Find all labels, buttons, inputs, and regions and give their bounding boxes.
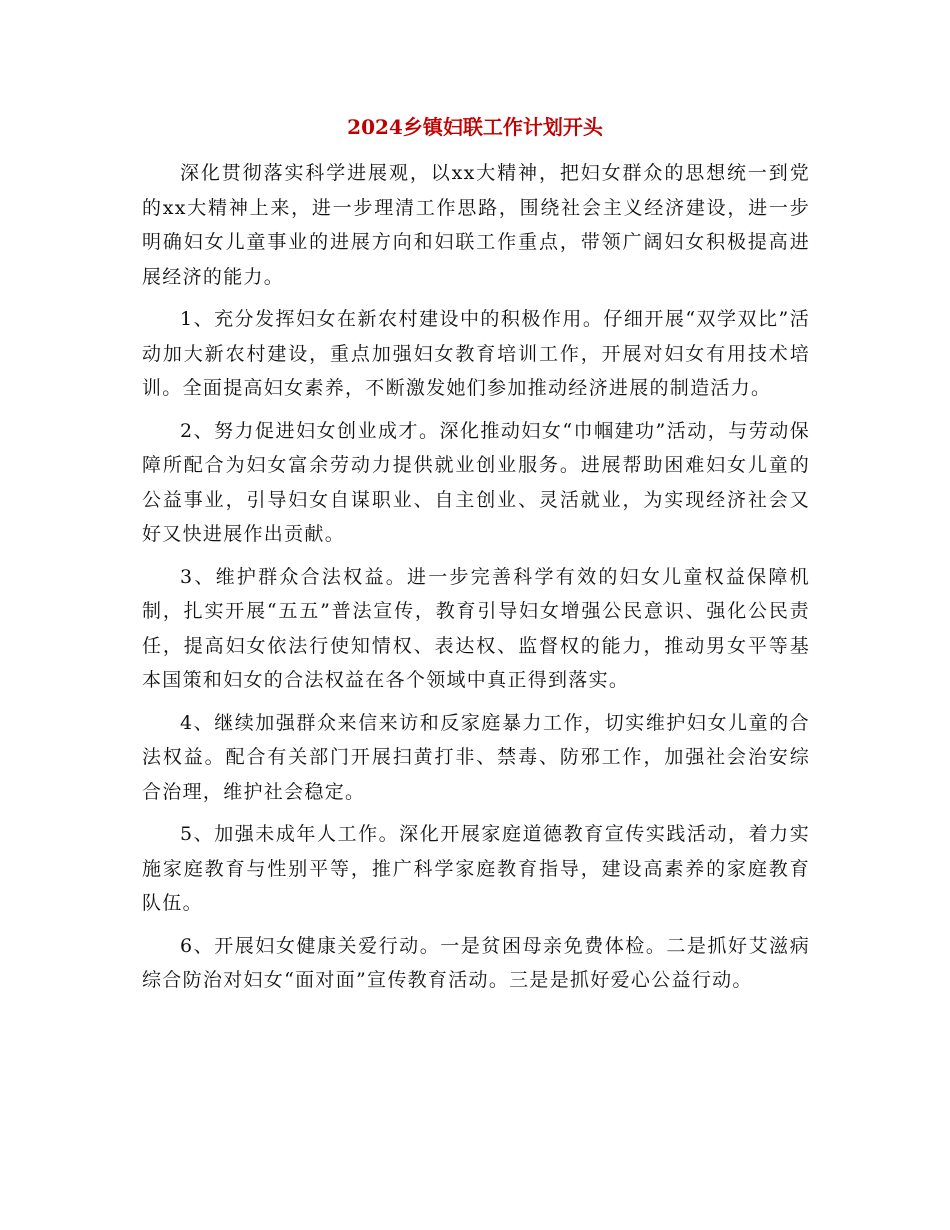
item-paragraph-5: 5、加强未成年人工作。深化开展家庭道德教育宣传实践活动，着力实施家庭教育与性别平等，推广科学家庭教育指导，建设高素养的家庭教育队伍。 — [142, 823, 810, 914]
item-paragraph-6: 6、开展妇女健康关爱行动。一是贫困母亲免费体检。二是抓好艾滋病综合防治对妇女“面对面”宣传教育活动。三是是抓好爱心公益行动。 — [142, 934, 810, 991]
item-paragraph-3: 3、维护群众合法权益。进一步完善科学有效的妇女儿童权益保障机制，扎实开展“五五”普法宣传，教育引导妇女增强公民意识、强化公民责任，提高妇女依法行使知情权、表达权、监督权的能力，推动男女平等基本国策和妇女的合法权益在各个领域中真正得到落实。 — [142, 565, 810, 691]
document-body — [142, 156, 810, 1006]
item-paragraph-4: 4、继续加强群众来信来访和反家庭暴力工作，切实维护妇女儿童的合法权益。配合有关部门开展扫黄打非、禁毒、防邪工作，加强社会治安综合治理，维护社会稳定。 — [142, 711, 810, 803]
item-paragraph-2: 2、努力促进妇女创业成才。深化推动妇女“巾帼建功”活动，与劳动保障所配合为妇女富余劳动力提供就业创业服务。进展帮助困难妇女儿童的公益事业，引导妇女自谋职业、自主创业、灵活就业，为实现经济社会又好又快进展作出贡献。 — [142, 419, 810, 545]
document-title: 2024乡镇妇联工作计划开头 — [347, 115, 603, 139]
item-paragraph-1: 1、充分发挥妇女在新农村建设中的积极作用。仔细开展“双学双比”活动加大新农村建设，重点加强妇女教育培训工作，开展对妇女有用技术培训。全面提高妇女素养，不断激发她们参加推动经济进展的制造活力。 — [142, 308, 810, 399]
intro-paragraph: 深化贯彻落实科学进展观，以xx大精神，把妇女群众的思想统一到党的xx大精神上来，进一步理清工作思路，围绕社会主义经济建设，进一步明确妇女儿童事业的进展方向和妇联工作重点，带领广阔妇女积极提高进展经济的能力。 — [142, 162, 810, 288]
